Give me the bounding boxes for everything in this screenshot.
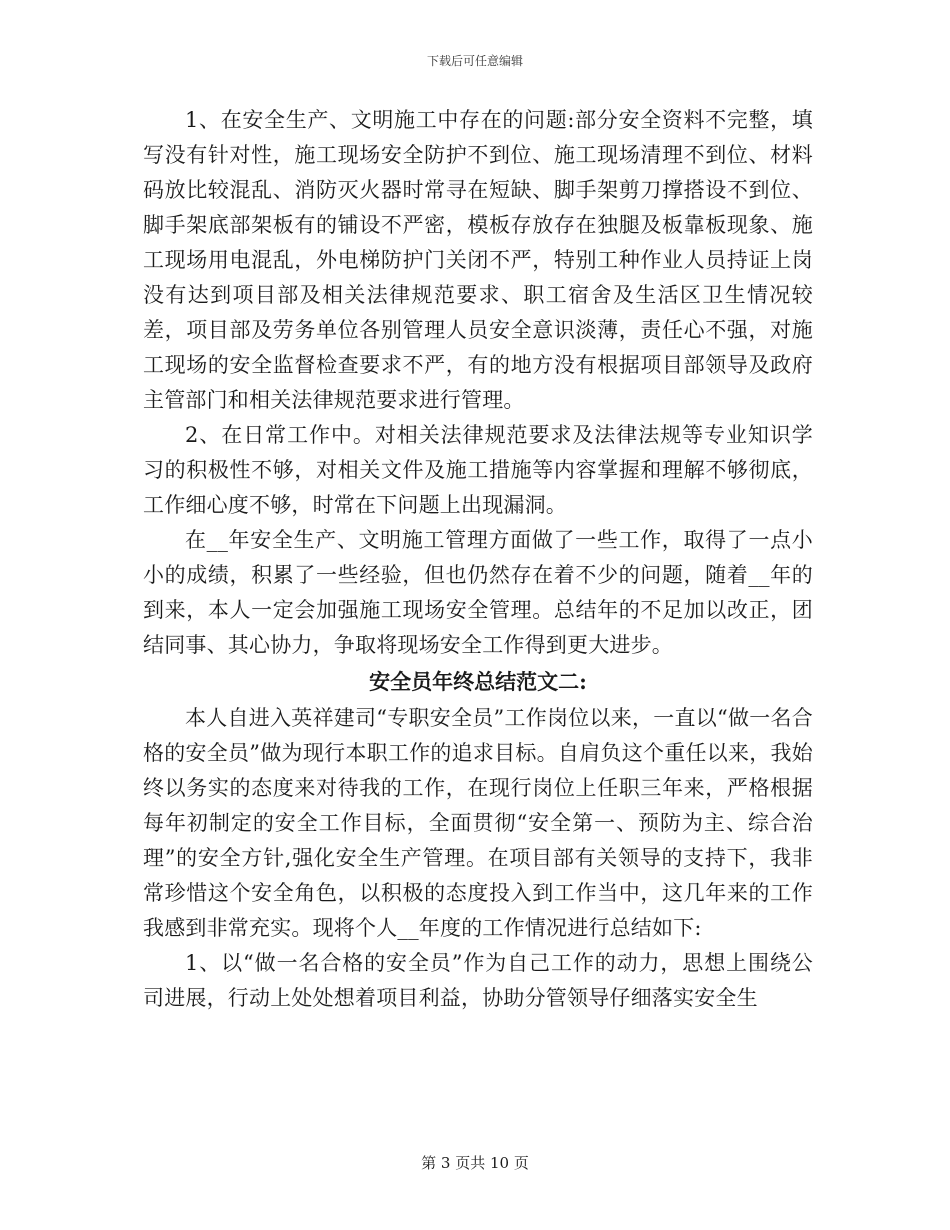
page-header: 下载后可任意编辑	[426, 54, 523, 68]
document-body	[143, 103, 813, 1016]
paragraph-summary: 在__年安全生产、文明施工管理方面做了一些工作，取得了一点小小的成绩，积累了一些经验，但也仍然存在着不少的问题，随着__年的到来，本人一定会加强施工现场安全管理。总结年的不足加以改正，团结同事、其心协力，争取将现场安全工作得到更大进步。	[143, 528, 813, 657]
page-footer: 第 3 页共 10 页	[421, 1154, 529, 1172]
section-title: 安全员年终总结范文二:	[369, 669, 587, 694]
paragraph-problems: 1、在安全生产、文明施工中存在的问题:部分安全资料不完整，填写没有针对性，施工现场安全防护不到位、施工现场清理不到位、材料码放比较混乱、消防灭火器时常寻在短缺、脚手架剪刀撑搭设不到位、脚手架底部架板有的铺设不严密，模板存放存在独腿及板靠板现象、施工现场用电混乱，外电梯防护门关闭不严，特别工种作业人员持证上岗没有达到项目部及相关法律规范要求、职工宿舍及生活区卫生情况较差，项目部及劳务单位各别管理人员安全意识淡薄，责任心不强，对施工现场的安全监督检查要求不严，有的地方没有根据项目部领导及政府主管部门和相关法律规范要求进行管理。	[143, 108, 813, 412]
paragraph-item-1: 1、以“做一名合格的安全员”作为自己工作的动力，思想上围绕公司进展，行动上处处想着项目利益，协助分管领导仔细落实安全生	[143, 951, 813, 1010]
paragraph-daily-work: 2、在日常工作中。对相关法律规范要求及法律法规等专业知识学习的积极性不够，对相关文件及施工措施等内容掌握和理解不够彻底，工作细心度不够，时常在下问题上出现漏洞。	[143, 423, 813, 517]
paragraph-intro: 本人自进入英祥建司“专职安全员”工作岗位以来，一直以“做一名合格的安全员”做为现行本职工作的追求目标。自肩负这个重任以来，我始终以务实的态度来对待我的工作，在现行岗位上任职三年来，严格根据每年初制定的安全工作目标，全面贯彻“安全第一、预防为主、综合治理”的安全方针,强化安全生产管理。在项目部有关领导的支持下，我非常珍惜这个安全角色，以积极的态度投入到工作当中，这几年来的工作我感到非常充实。现将个人__年度的工作情况进行总结如下:	[143, 706, 813, 940]
